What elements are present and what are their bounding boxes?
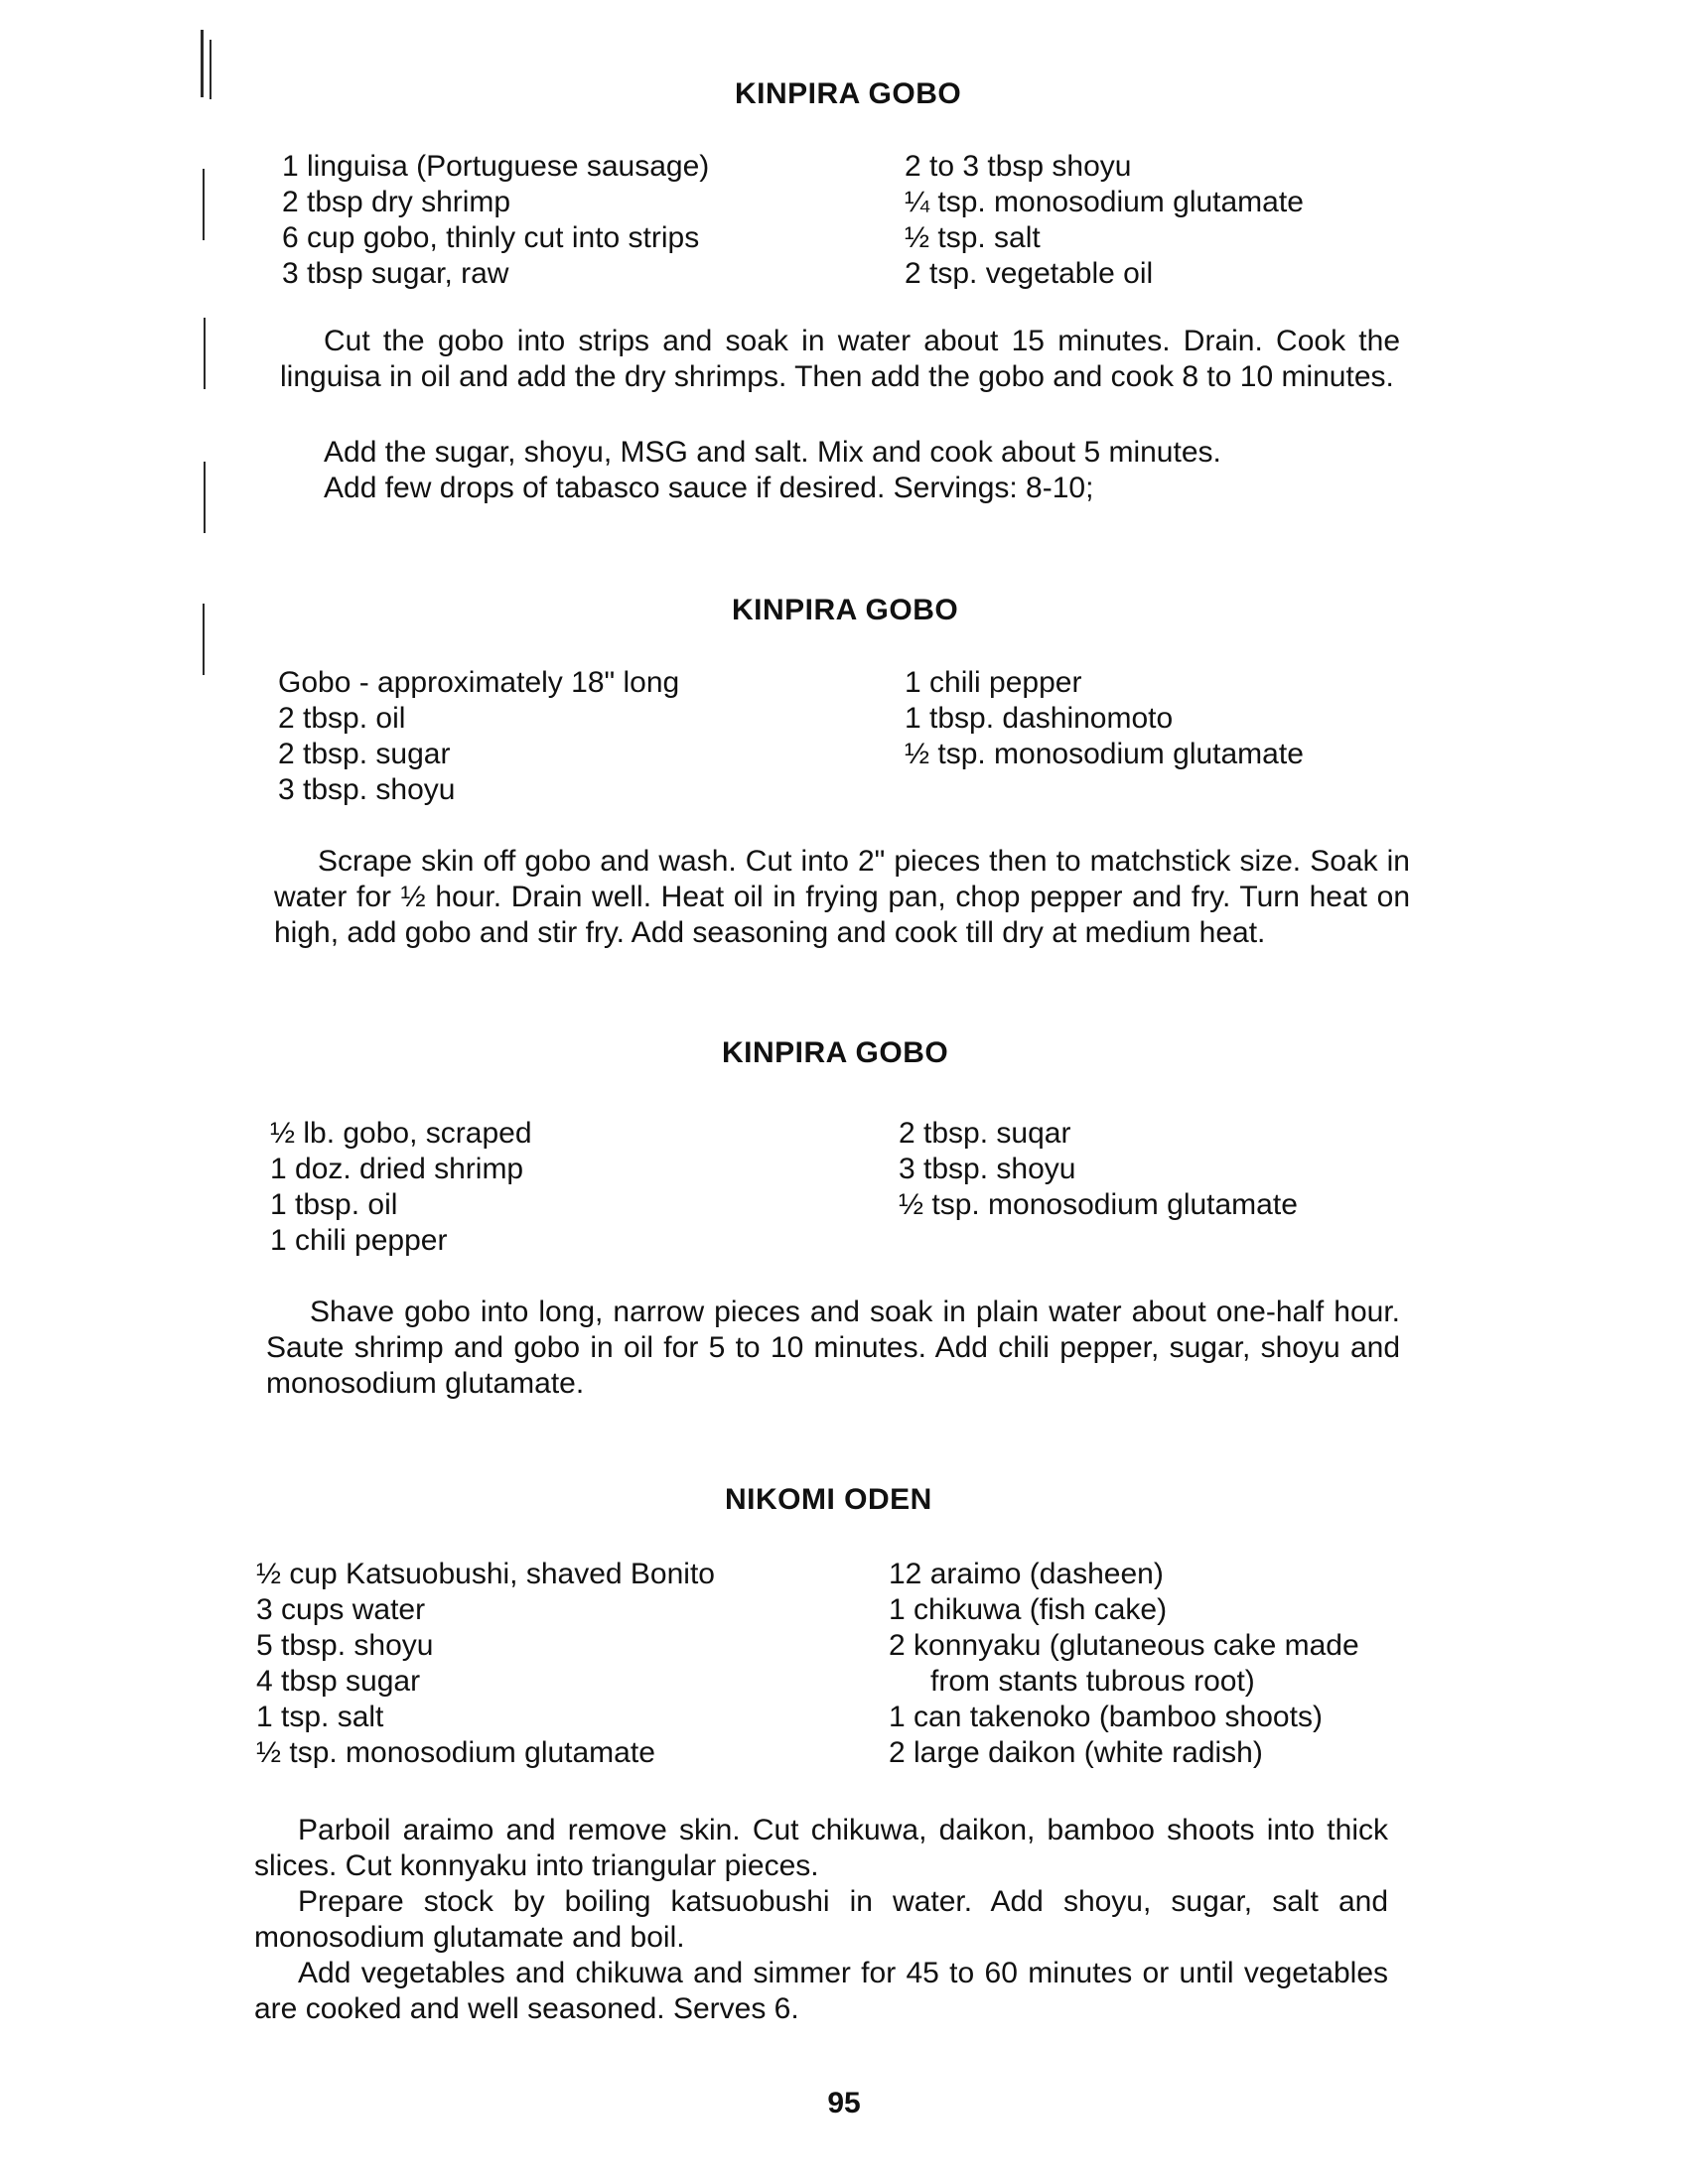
page-number: 95 [827,2087,861,2119]
instructions-paragraph: Shave gobo into long, narrow pieces and soak in plain water about one-half hour. Saute shrimp and gobo in oil for 5 to 10 minutes. Add chili pepper, sugar, shoyu and monosodium glutamate. [266,1296,1400,1400]
ingredient: 3 tbsp. shoyu [899,1153,1076,1185]
ingredient: ½ tsp. monosodium glutamate [899,1188,1298,1221]
recipe-title: KINPIRA GOBO [722,1036,949,1069]
ingredient: 2 tbsp. oil [278,702,406,735]
ingredients-right [889,1557,1359,1771]
instructions-paragraph: Scrape skin off gobo and wash. Cut into 2" pieces then to matchstick size. Soak in water for ½ hour. Drain well. Heat oil in frying pan, chop pepper and fry. Turn heat on high, add gobo and stir fry. Add seasoning and cook till dry at medium heat. [274,845,1410,949]
ingredient-continuation: from stants tubrous root) [930,1665,1255,1698]
ingredient: 2 tbsp dry shrimp [282,186,511,218]
ingredient: 1 chili pepper [905,666,1082,699]
ingredient: 12 araimo (dasheen) [889,1558,1164,1590]
recipe-title: KINPIRA GOBO [732,594,959,626]
ingredient: 2 to 3 tbsp shoyu [905,150,1132,183]
ingredient: 2 tbsp. suqar [899,1117,1071,1150]
ingredients-left [256,1557,715,1771]
ingredient: Gobo - approximately 18" long [278,666,680,699]
ingredient: 1 tsp. salt [256,1701,384,1733]
ingredient: 1 tbsp. oil [270,1188,398,1221]
ingredient: 3 tbsp. shoyu [278,773,456,806]
ingredient: 2 tsp. vegetable oil [905,257,1154,290]
ingredient: ½ tsp. monosodium glutamate [905,738,1304,770]
ingredient: ½ cup Katsuobushi, shaved Bonito [256,1558,715,1590]
recipe-title: NIKOMI ODEN [725,1483,932,1516]
ingredient: 2 tbsp. sugar [278,738,451,770]
ingredient: ½ tsp. salt [905,221,1041,254]
instructions-paragraph: Prepare stock by boiling katsuobushi in water. Add shoyu, sugar, salt and monosodium glutamate and boil. [254,1885,1388,1954]
recipe-title: KINPIRA GOBO [735,77,962,110]
ingredient: ¼ tsp. monosodium glutamate [905,186,1304,218]
ingredient: 2 large daikon (white radish) [889,1736,1263,1769]
ingredient: 2 konnyaku (glutaneous cake made [889,1629,1359,1662]
ingredient: 5 tbsp. shoyu [256,1629,434,1662]
instructions-paragraph: Parboil araimo and remove skin. Cut chikuwa, daikon, bamboo shoots into thick slices. Cut konnyaku into triangular pieces. [254,1814,1388,1882]
instructions-paragraph: Add few drops of tabasco sauce if desired. Servings: 8-10; [324,472,1094,504]
ingredient: 1 chikuwa (fish cake) [889,1593,1168,1626]
ingredient: 1 can takenoko (bamboo shoots) [889,1701,1323,1733]
instructions-paragraph: Cut the gobo into strips and soak in water about 15 minutes. Drain. Cook the linguisa in oil and add the dry shrimps. Then add the gobo and cook 8 to 10 minutes. [280,325,1400,393]
ingredient: 1 linguisa (Portuguese sausage) [282,150,710,183]
ingredient: 1 chili pepper [270,1224,448,1257]
instructions-paragraph: Add the sugar, shoyu, MSG and salt. Mix and cook about 5 minutes. [324,436,1221,469]
ingredient: 1 tbsp. dashinomoto [905,702,1174,735]
ingredient: 4 tbsp sugar [256,1665,421,1698]
ingredient: ½ tsp. monosodium glutamate [256,1736,655,1769]
ingredient: 3 tbsp sugar, raw [282,257,509,290]
ingredient: 6 cup gobo, thinly cut into strips [282,221,700,254]
ingredient: ½ lb. gobo, scraped [270,1117,532,1150]
ingredient: 1 doz. dried shrimp [270,1153,524,1185]
instructions-paragraph: Add vegetables and chikuwa and simmer for 45 to 60 minutes or until vegetables are cooked and well seasoned. Serves 6. [254,1957,1388,2025]
ingredient: 3 cups water [256,1593,426,1626]
